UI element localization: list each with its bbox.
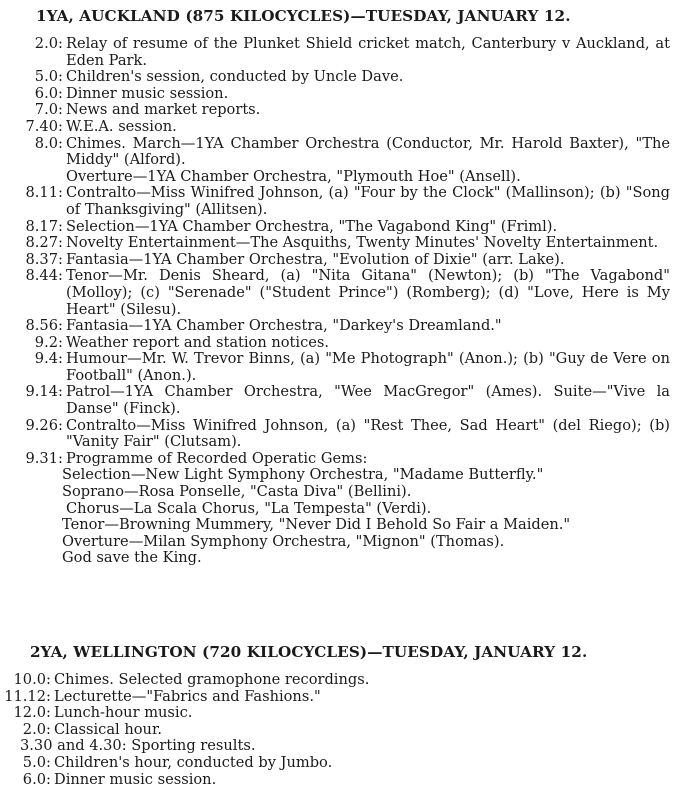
entry-text: Selection—1YA Chamber Orchestra, "The Vagabond King" (Friml). — [66, 217, 558, 235]
entry-time: 6.0 — [34, 84, 58, 102]
entry-text: Chimes. Selected gramophone recordings. — [54, 671, 370, 688]
entry-time: 8.27 — [25, 234, 58, 252]
entry-text: Patrol—1YA Chamber Orchestra, "Wee MacGregor" (Ames). Suite—"Vive la Danse" (Finck). — [66, 383, 670, 418]
entry-text: Fantasia—1YA Chamber Orchestra, "Evolution of Dixie" (arr. Lake). — [66, 250, 565, 268]
programme-entry: 8.27 : Novelty Entertainment—The Asquiths, Twenty Minutes' Novelty Entertainment. — [0, 235, 700, 252]
entry-text: News and market reports. — [66, 101, 261, 119]
programme-entry: 8.56 : Fantasia—1YA Chamber Orchestra, "Darkey's Dreamland." — [0, 318, 700, 335]
entry-time: 8.11 — [25, 184, 58, 202]
programme-entry: 5.0 : Children's session, conducted by Uncle Dave. — [0, 69, 700, 86]
entry-time: 3.30 and 4.30 — [20, 737, 122, 755]
programme-entry: 8.0 : Chimes. March—1YA Chamber Orchestra (Conductor, Mr. Harold Baxter), "The Middy" (Alford). — [0, 136, 700, 169]
entry-text: Children's session, conducted by Uncle Dave. — [66, 68, 404, 86]
station2-heading: 2YA, WELLINGTON (720 KILOCYCLES)—TUESDAY, JANUARY 12. — [30, 643, 588, 661]
programme-entry: 2.0 : Classical hour. — [0, 722, 700, 739]
entry-time: 6.0 — [22, 770, 46, 788]
entry-time: 10.0 — [13, 671, 46, 688]
entry-text: Contralto—Miss Winifred Johnson, (a) "Four by the Clock" (Mallinson); (b) "Song of Thanksgiving" (Allitsen). — [66, 184, 670, 218]
entry-time: 5.0 — [22, 753, 46, 771]
entry-time: 2.0 — [22, 720, 46, 738]
entry-text: Relay of resume of the Plunket Shield cricket match, Canterbury v Auckland, at Eden Park. — [66, 35, 670, 69]
entry-time: 9.26 — [25, 416, 58, 434]
programme-entry: 8.17 : Selection—1YA Chamber Orchestra, "The Vagabond King" (Friml). — [0, 219, 700, 236]
entry-time: 9.2 — [34, 333, 58, 351]
operatic-gem-item: God save the King. — [62, 549, 202, 567]
programme-entry: 6.0 : Dinner music session. — [0, 772, 700, 789]
programme-entry: 8.37 : Fantasia—1YA Chamber Orchestra, "Evolution of Dixie" (arr. Lake). — [0, 252, 700, 269]
entry-text: Tenor—Mr. Denis Sheard, (a) "Nita Gitana" (Newton); (b) "The Vagabond" (Molloy); (c) "Serenade" ("Student Prince") (Romberg); (d) "Love, Here is My Heart" (Silesu). — [66, 267, 670, 318]
operatic-gem-item: Tenor—Browning Mummery, "Never Did I Behold So Fair a Maiden." — [62, 516, 571, 534]
entry-time: 12.0 — [13, 704, 46, 722]
entry-text: Dinner music session. — [66, 84, 229, 102]
entry-time: 8.56 — [25, 317, 58, 335]
entry-time: 11.12 — [4, 687, 46, 705]
entry-time: 7.40 — [25, 117, 58, 135]
entry-time: 8.37 — [25, 250, 58, 268]
entry-time: 5.0 — [34, 68, 58, 86]
entry-time: 8.44 — [25, 267, 58, 285]
operatic-gem-item: Chorus—La Scala Chorus, "La Tempesta" (Verdi). — [66, 499, 432, 517]
entry-text: Chimes. March—1YA Chamber Orchestra (Conductor, Mr. Harold Baxter), "The Middy" (Alford). — [66, 134, 670, 169]
programme-entry: 9.4 : Humour—Mr. W. Trevor Binns, (a) "Me Photograph" (Anon.); (b) "Guy de Vere on Football" (Anon.). — [0, 351, 700, 384]
programme-entry: 9.14 : Patrol—1YA Chamber Orchestra, "Wee MacGregor" (Ames). Suite—"Vive la Danse" (Finck). — [0, 384, 700, 417]
programme-entry: 7.0 : News and market reports. — [0, 102, 700, 119]
entry-text: Fantasia—1YA Chamber Orchestra, "Darkey's Dreamland." — [66, 317, 502, 335]
entry-text: W.E.A. session. — [66, 117, 177, 135]
station1-heading: 1YA, AUCKLAND (875 KILOCYCLES)—TUESDAY, JANUARY 12. — [36, 7, 571, 25]
entry-time: 2.0 — [34, 35, 58, 52]
entry-time: 9.14 — [25, 383, 58, 401]
entry-text: Contralto—Miss Winifred Johnson, (a) "Rest Thee, Sad Heart" (del Riego); (b) "Vanity Fair" (Clutsam). — [66, 416, 670, 451]
entry-text: Humour—Mr. W. Trevor Binns, (a) "Me Photograph" (Anon.); (b) "Guy de Vere on Football" (Anon.). — [66, 350, 670, 384]
operatic-gem-item: Soprano—Rosa Ponselle, "Casta Diva" (Bellini). — [62, 483, 412, 501]
programme-entry: 7.40 : W.E.A. session. — [0, 119, 700, 136]
station1-programme — [0, 36, 700, 567]
entry-text: Classical hour. — [54, 720, 162, 738]
entry-time: 8.17 — [25, 217, 58, 235]
entry-text: Weather report and station notices. — [66, 333, 330, 351]
programme-entry: 9.31 : Programme of Recorded Operatic Gems: — [0, 451, 700, 468]
entry-text: Lunch-hour music. — [54, 704, 193, 722]
entry-text: Children's hour, conducted by Jumbo. — [54, 753, 333, 771]
entry-time: 8.0 — [34, 134, 58, 152]
entry-time: 7.0 — [34, 101, 58, 119]
programme-entry: 11.12 : Lecturette—"Fabrics and Fashions." — [0, 689, 700, 706]
entry-text: Overture—1YA Chamber Orchestra, "Plymouth Hoe" (Ansell). — [66, 167, 521, 185]
programme-entry-continuation — [0, 169, 700, 186]
programme-entry: 9.2 : Weather report and station notices. — [0, 335, 700, 352]
entry-text: Sporting results. — [131, 737, 256, 755]
operatic-gem-item: Overture—Milan Symphony Orchestra, "Mignon" (Thomas). — [62, 532, 505, 550]
programme-entry: 2.0 : Relay of resume of the Plunket Shield cricket match, Canterbury v Auckland, at Eden Park. — [0, 36, 700, 69]
entry-text: Novelty Entertainment—The Asquiths, Twenty Minutes' Novelty Entertainment. — [66, 234, 659, 252]
programme-entry: 8.44 : Tenor—Mr. Denis Sheard, (a) "Nita Gitana" (Newton); (b) "The Vagabond" (Molloy); (c) "Serenade" ("Student Prince") (Romberg); (d) "Love, Here is My Heart" (Silesu). — [0, 268, 700, 318]
programme-entry: 3.30 and 4.30: Sporting results. — [20, 737, 256, 755]
programme-entry: 10.0 : Chimes. Selected gramophone recordings. — [0, 672, 700, 689]
programme-entry: 9.26 : Contralto—Miss Winifred Johnson, (a) "Rest Thee, Sad Heart" (del Riego); (b) "Vanity Fair" (Clutsam). — [0, 418, 700, 451]
entry-time: 9.31 — [25, 449, 58, 467]
programme-entry: 8.11 : Contralto—Miss Winifred Johnson, (a) "Four by the Clock" (Mallinson); (b) "Song of Thanksgiving" (Allitsen). — [0, 185, 700, 218]
entry-text: Dinner music session. — [54, 770, 217, 788]
operatic-gem-item: Selection—New Light Symphony Orchestra, "Madame Butterfly." — [62, 466, 544, 484]
programme-entry: 5.0 : Children's hour, conducted by Jumbo. — [0, 755, 700, 772]
entry-time: 9.4 — [34, 350, 58, 368]
programme-entry: 12.0 : Lunch-hour music. — [0, 705, 700, 722]
entry-text: Programme of Recorded Operatic Gems: — [66, 449, 368, 467]
entry-text: Lecturette—"Fabrics and Fashions." — [54, 687, 321, 705]
programme-entry: 6.0 : Dinner music session. — [0, 86, 700, 103]
station2-programme — [0, 672, 700, 788]
